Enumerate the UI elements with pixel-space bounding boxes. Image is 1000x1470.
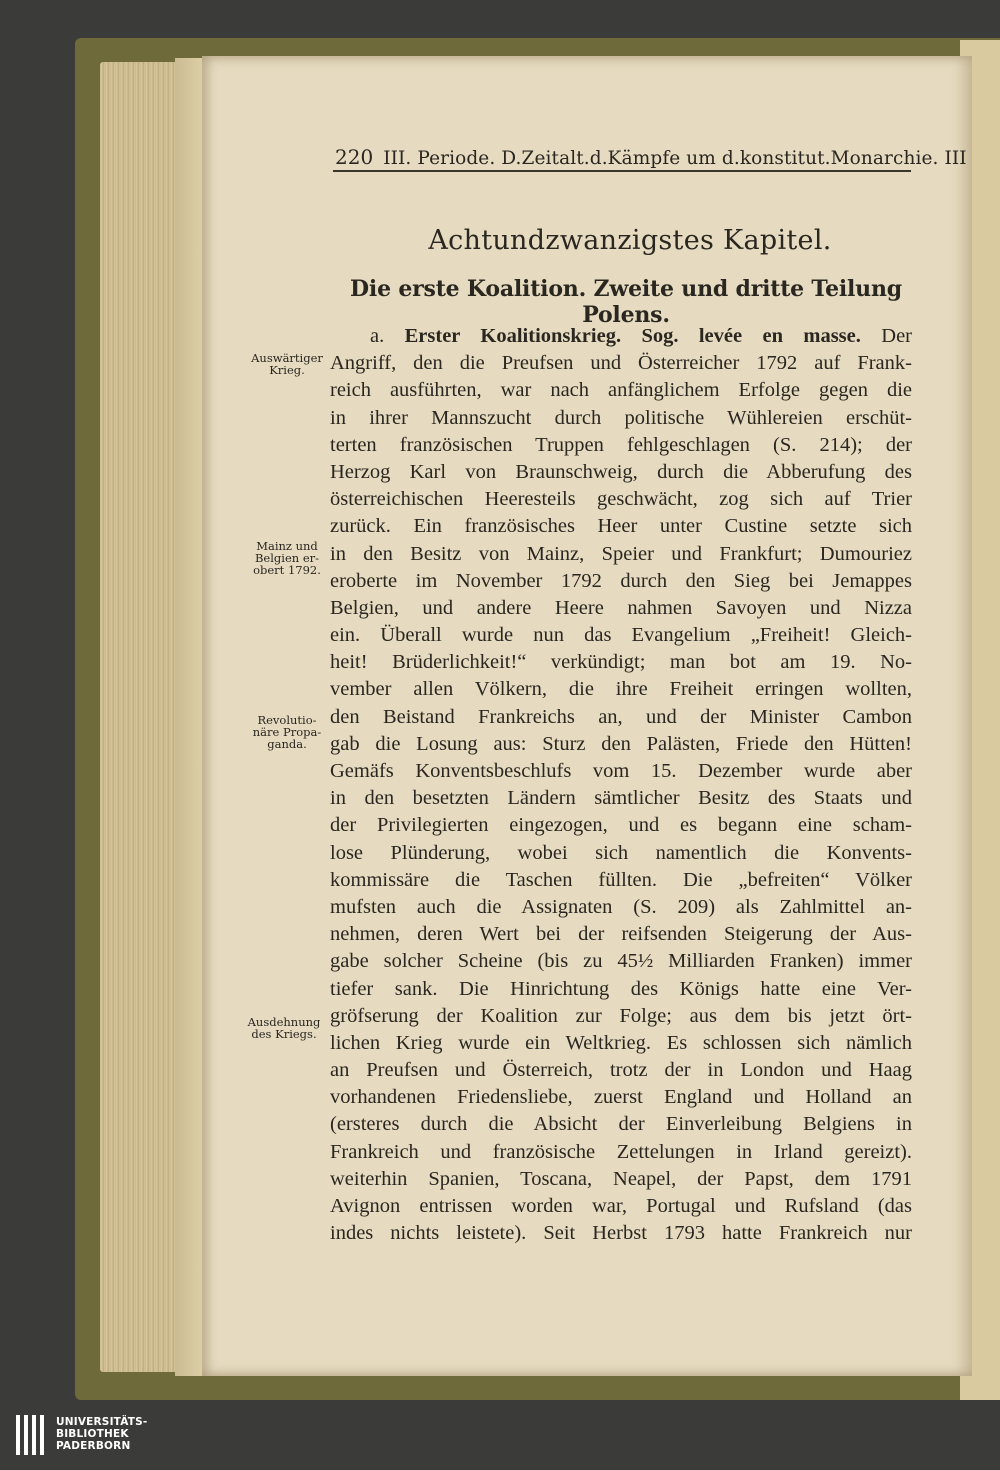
header-rule — [333, 170, 911, 172]
body-line: an Preufsen und Österreich, trotz der in London und Haag — [330, 1059, 912, 1082]
body-line: tiefer sank. Die Hinrichtung des Königs hatte eine Ver- — [330, 977, 912, 1000]
body-line: gab die Losung aus: Sturz den Palästen, Friede den Hütten! — [330, 732, 912, 755]
body-line: Der — [881, 325, 913, 347]
body-line: indes nichts leistete). Seit Herbst 1793 hatte Frankreich nur — [330, 1222, 912, 1245]
body-line: Avignon entrissen worden war, Portugal und Rufsland (das — [330, 1195, 912, 1217]
body-line: der Privilegierten eingezogen, und es begann eine scham- — [330, 814, 912, 837]
margin-note-revolutionaere-propaganda — [243, 714, 331, 750]
body-line: reich ausführten, war nach anfänglichem Erfolge gegen die — [330, 379, 912, 402]
logo-line: UNIVERSITÄTS- — [56, 1416, 148, 1428]
margin-note-line: Belgien er- — [254, 551, 320, 565]
chapter-title: Achtundzwanzigstes Kapitel. — [428, 225, 832, 256]
body-line: (ersteres durch die Absicht der Einverleibung Belgiens in — [330, 1113, 912, 1136]
margin-note-line: des Kriegs. — [251, 1027, 317, 1041]
body-line: lose Plünderung, wobei sich namentlich die Konvents- — [330, 841, 912, 864]
body-line: in den besetzten Ländern sämtlicher Besitz des Staats und — [330, 787, 912, 810]
body-line: mufsten auch die Assignaten (S. 209) als Zahlmittel an- — [330, 895, 912, 918]
margin-note-auswaertiger-krieg — [243, 352, 331, 376]
body-line: österreichischen Heeresteils geschwächt, zog sich auf Trier — [330, 488, 912, 511]
page-edges-inner — [175, 58, 205, 1376]
body-line: heit! Brüderlichkeit!“ verkündigt; man bot am 19. No- — [330, 651, 912, 674]
body-line: eroberte im November 1792 durch den Sieg bei Jemappes — [330, 569, 912, 592]
body-line: gabe solcher Scheine (bis zu 45½ Milliarden Franken) immer — [330, 950, 912, 973]
body-line: Angriff, den die Preufsen und Österreicher 1792 auf Frank- — [330, 352, 912, 375]
margin-note-line: Mainz und — [256, 539, 318, 553]
body-text — [330, 323, 912, 1247]
library-logo-text — [56, 1416, 147, 1452]
logo-line: BIBLIOTHEK — [56, 1428, 129, 1440]
body-line: in ihrer Mannszucht durch politische Wühlereien erschüt- — [330, 406, 912, 429]
margin-note-ausdehnung-kriegs — [240, 1016, 328, 1040]
body-line: lichen Krieg wurde ein Weltkrieg. Es schlossen sich nämlich — [330, 1031, 912, 1054]
body-line: kommissäre die Taschen füllten. Die „befreiten“ Völker — [330, 868, 912, 891]
body-line: Belgien, und andere Heere nahmen Savoyen und Nizza — [330, 596, 912, 619]
body-line: Frankreich und französische Zettelungen in Irland gereizt). — [330, 1140, 912, 1163]
logo-line: PADERBORN — [56, 1440, 131, 1452]
margin-note-line: Auswärtiger — [251, 351, 323, 365]
body-line: vember allen Völkern, die ihre Freiheit erringen wollten, — [330, 678, 912, 701]
body-line: nehmen, deren Wert bei der reifsenden Steigerung der Aus- — [330, 923, 912, 946]
section-letter: a. — [370, 325, 385, 347]
running-head-text: III. Periode. D.Zeitalt.d.Kämpfe um d.konstitut.Monarchie. III — [383, 148, 967, 169]
body-line: terten französischen Truppen fehlgeschlagen (S. 214); der — [330, 433, 912, 456]
body-line: in den Besitz von Mainz, Speier und Frankfurt; Dumouriez — [330, 542, 912, 565]
body-line: ein. Überall wurde nun das Evangelium „Freiheit! Gleich- — [330, 624, 912, 647]
body-line: den Beistand Frankreichs an, und der Minister Cambon — [330, 705, 912, 728]
margin-note-line: Ausdehnung — [247, 1015, 321, 1029]
margin-note-mainz-belgien — [243, 540, 331, 576]
running-head — [335, 133, 967, 169]
body-line: vorhandenen Friedensliebe, zuerst England und Holland an — [330, 1086, 912, 1109]
section-heading-line — [330, 323, 912, 350]
section-heading: Erster Koalitionskrieg. Sog. levée en masse. — [404, 325, 861, 347]
chapter-subtitle: Die erste Koalition. Zweite und dritte Teilung Polens. — [350, 276, 902, 328]
body-line: Herzog Karl von Braunschweig, durch die Abberufung des — [330, 460, 912, 483]
body-line: Gemäfs Konventsbeschlufs vom 15. Dezember wurde aber — [330, 760, 912, 782]
margin-note-line: Revolutio- — [257, 713, 317, 727]
body-line: gröfserung der Koalition zur Folge; aus dem bis jetzt ört- — [330, 1004, 912, 1027]
margin-note-line: Krieg. — [269, 363, 305, 377]
margin-note-line: ganda. — [267, 737, 307, 751]
body-line: weiterhin Spanien, Toscana, Neapel, der Papst, dem 1791 — [330, 1167, 912, 1190]
margin-note-line: obert 1792. — [253, 563, 321, 577]
page-number: 220 — [335, 145, 374, 169]
library-logo-icon — [14, 1413, 50, 1457]
margin-note-line: näre Propa- — [252, 725, 322, 739]
body-line: zurück. Ein französisches Heer unter Custine setzte sich — [330, 515, 912, 538]
